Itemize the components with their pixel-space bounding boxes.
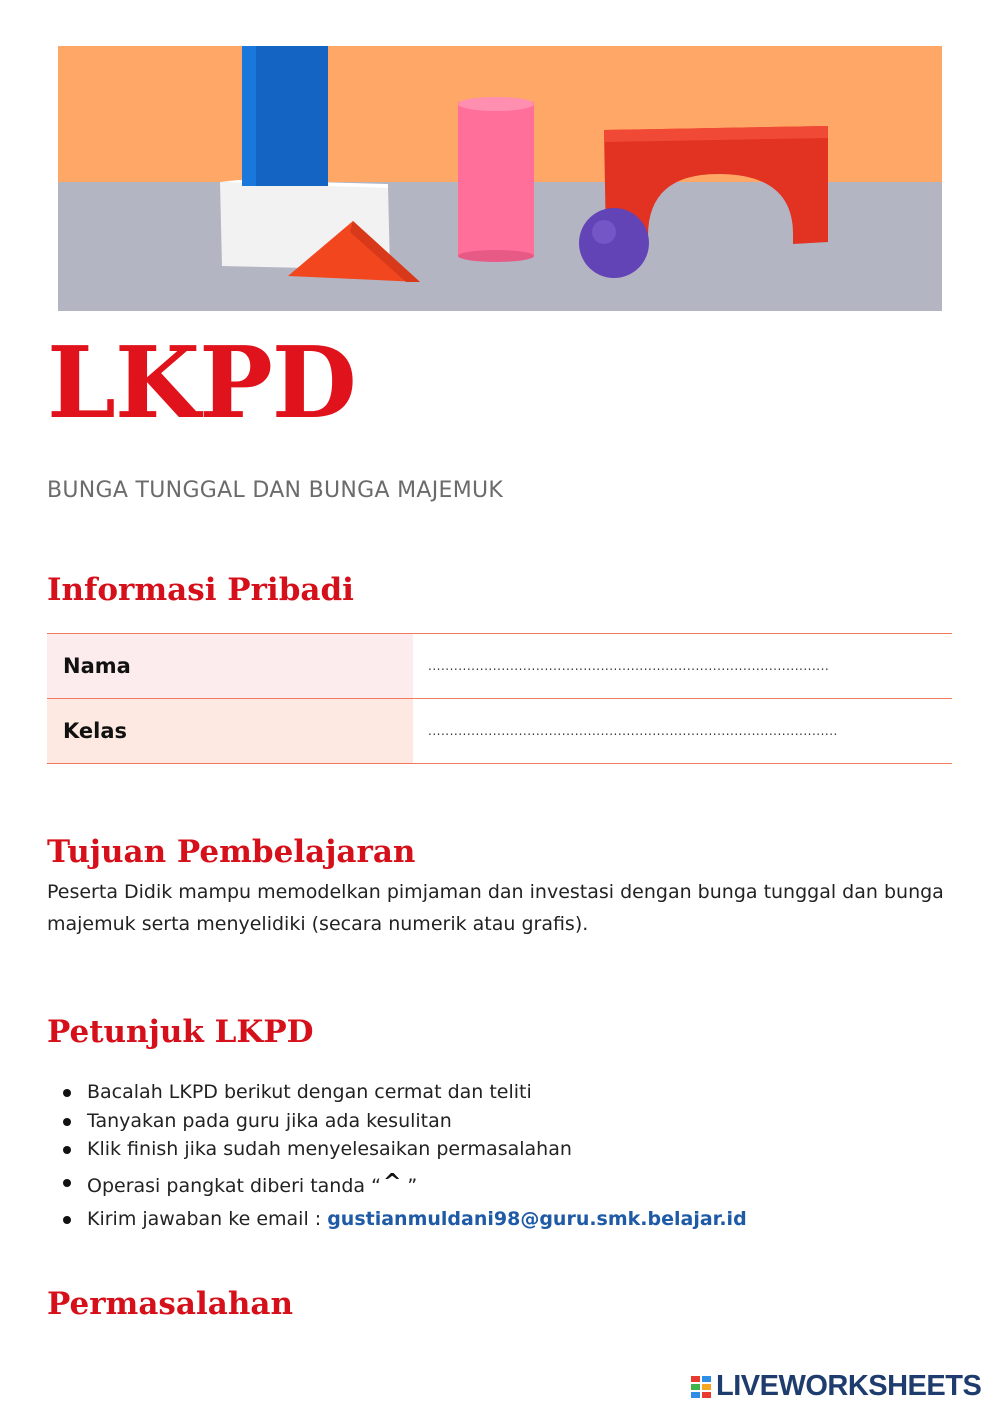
- liveworksheets-logo-icon: [690, 1375, 712, 1399]
- list-item: [60, 1164, 747, 1205]
- instructions-list: [60, 1078, 747, 1233]
- personal-info-table: [47, 633, 952, 764]
- liveworksheets-logo: [690, 1372, 981, 1401]
- learning-goals-text: Peserta Didik mampu memodelkan pimjaman dan investasi dengan bunga tunggal dan bunga majemuk serta menyelidiki (secara numerik atau grafis).: [47, 881, 944, 935]
- email-link[interactable]: gustianmuldani98@guru.smk.belajar.id: [327, 1207, 747, 1230]
- page-title: LKPD: [47, 326, 356, 441]
- email-prefix: Kirim jawaban ke email :: [87, 1207, 328, 1230]
- page-subtitle: BUNGA TUNGGAL DAN BUNGA MAJEMUK: [47, 478, 504, 503]
- caret-prefix: Operasi pangkat diberi tanda “: [87, 1174, 381, 1197]
- table-row: [47, 698, 952, 764]
- list-item: Klik finish jika sudah menyelesaikan permasalahan: [60, 1135, 747, 1164]
- name-label: Nama: [47, 634, 413, 698]
- class-field[interactable]: ...............................................................................................: [428, 724, 838, 738]
- class-label: Kelas: [47, 699, 413, 763]
- section-heading-personal-info: Informasi Pribadi: [47, 572, 354, 608]
- name-field[interactable]: .............................................................................................: [428, 659, 830, 673]
- section-heading-instructions: Petunjuk LKPD: [47, 1014, 314, 1050]
- section-heading-learning-goals: Tujuan Pembelajaran: [47, 834, 416, 870]
- list-item: Tanyakan pada guru jika ada kesulitan: [60, 1107, 747, 1136]
- liveworksheets-logo-text: LIVEWORKSHEETS: [716, 1370, 982, 1402]
- section-heading-problem: Permasalahan: [47, 1286, 293, 1322]
- hero-image: [58, 46, 942, 311]
- list-item: Bacalah LKPD berikut dengan cermat dan teliti: [60, 1078, 747, 1107]
- wooden-blocks-image: [58, 46, 942, 311]
- caret-symbol: ^: [382, 1169, 402, 1195]
- caret-suffix: ”: [407, 1174, 418, 1197]
- list-item: [60, 1205, 747, 1234]
- table-row: [47, 633, 952, 698]
